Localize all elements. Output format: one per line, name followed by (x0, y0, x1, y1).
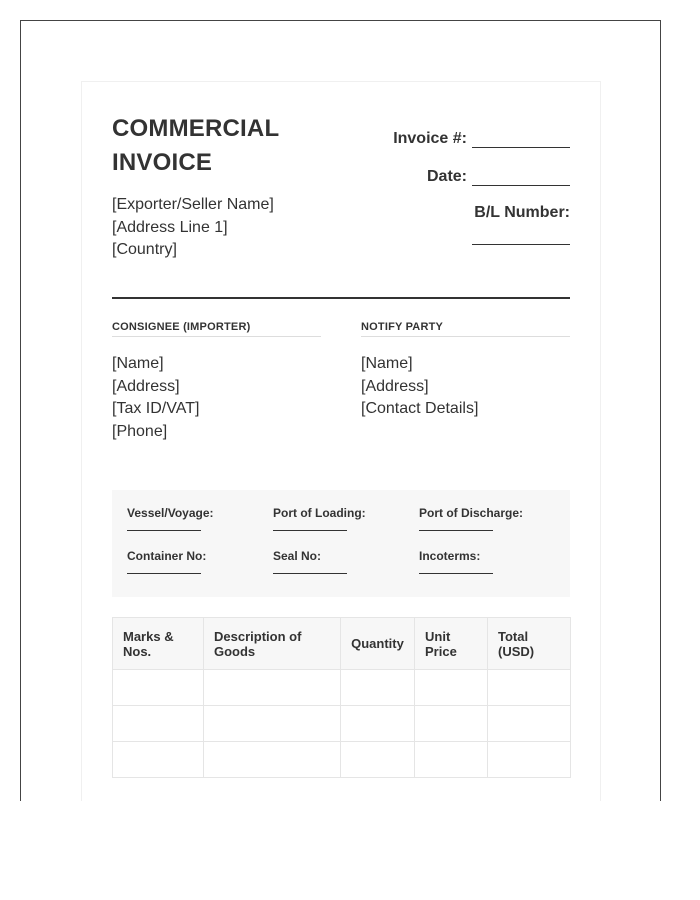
table-cell[interactable] (113, 670, 204, 706)
date-label: Date: (426, 168, 467, 185)
goods-table (112, 617, 571, 778)
table-header-row (113, 618, 571, 670)
shipping-details-panel (112, 490, 570, 597)
notify-party-name: [Name] (361, 355, 413, 372)
column-header-description: Description of Goods (204, 618, 341, 670)
consignee-block (112, 353, 199, 443)
table-cell[interactable] (488, 742, 571, 778)
table-row (113, 742, 571, 778)
bl-number-label: B/L Number: (474, 204, 570, 221)
notify-party-address: [Address] (361, 377, 429, 395)
notify-party-contact: [Contact Details] (361, 400, 479, 417)
invoice-number-label: Invoice #: (393, 130, 467, 147)
bl-number-field (474, 204, 570, 222)
exporter-block (112, 194, 274, 262)
table-row (113, 670, 571, 706)
vessel-voyage-label: Vessel/Voyage: (127, 506, 214, 520)
notify-party-block (361, 353, 478, 421)
container-no-label: Container No: (127, 549, 207, 563)
column-header-total: Total (USD) (488, 618, 571, 670)
document-title (112, 112, 279, 180)
table-cell[interactable] (204, 742, 341, 778)
exporter-address: [Address Line 1] (112, 218, 228, 236)
column-header-marks: Marks & Nos. (113, 618, 204, 670)
table-cell[interactable] (341, 742, 415, 778)
consignee-name: [Name] (112, 355, 164, 372)
port-of-discharge-label: Port of Discharge: (419, 506, 524, 520)
port-of-discharge-blank[interactable] (419, 520, 493, 531)
consignee-tax-id: [Tax ID/VAT] (112, 400, 200, 417)
incoterms-field[interactable] (419, 549, 493, 574)
title-line: INVOICE (112, 149, 213, 176)
port-of-discharge-field[interactable] (419, 506, 523, 531)
container-no-blank[interactable] (127, 563, 201, 574)
consignee-heading: CONSIGNEE (IMPORTER) (112, 321, 321, 337)
consignee-phone: [Phone] (112, 422, 168, 440)
seal-no-blank[interactable] (273, 563, 347, 574)
consignee-address: [Address] (112, 377, 180, 395)
table-cell[interactable] (341, 706, 415, 742)
column-header-quantity: Quantity (341, 618, 415, 670)
invoice-number-blank[interactable] (472, 131, 570, 148)
container-no-field[interactable] (127, 549, 206, 574)
table-cell[interactable] (204, 670, 341, 706)
header-divider (112, 297, 570, 299)
vessel-voyage-blank[interactable] (127, 520, 201, 531)
vessel-voyage-field[interactable] (127, 506, 214, 531)
table-cell[interactable] (488, 670, 571, 706)
seal-no-field[interactable] (273, 549, 347, 574)
incoterms-blank[interactable] (419, 563, 493, 574)
table-cell[interactable] (415, 742, 488, 778)
bl-number-blank[interactable] (472, 232, 570, 245)
table-cell[interactable] (113, 706, 204, 742)
table-cell[interactable] (113, 742, 204, 778)
table-cell[interactable] (204, 706, 341, 742)
port-of-loading-blank[interactable] (273, 520, 347, 531)
table-cell[interactable] (488, 706, 571, 742)
title-line: COMMERCIAL (112, 115, 280, 142)
table-cell[interactable] (415, 670, 488, 706)
invoice-number-field[interactable] (393, 126, 570, 148)
notify-party-heading: NOTIFY PARTY (361, 321, 570, 337)
table-cell[interactable] (341, 670, 415, 706)
table-row (113, 706, 571, 742)
seal-no-label: Seal No: (273, 549, 322, 563)
exporter-country: [Country] (112, 241, 177, 258)
column-header-unit-price: Unit Price (415, 618, 488, 670)
exporter-name: [Exporter/Seller Name] (112, 196, 274, 213)
port-of-loading-label: Port of Loading: (273, 506, 366, 520)
table-cell[interactable] (415, 706, 488, 742)
date-blank[interactable] (472, 169, 570, 186)
date-field[interactable] (427, 164, 570, 186)
incoterms-label: Incoterms: (419, 549, 481, 563)
port-of-loading-field[interactable] (273, 506, 366, 531)
